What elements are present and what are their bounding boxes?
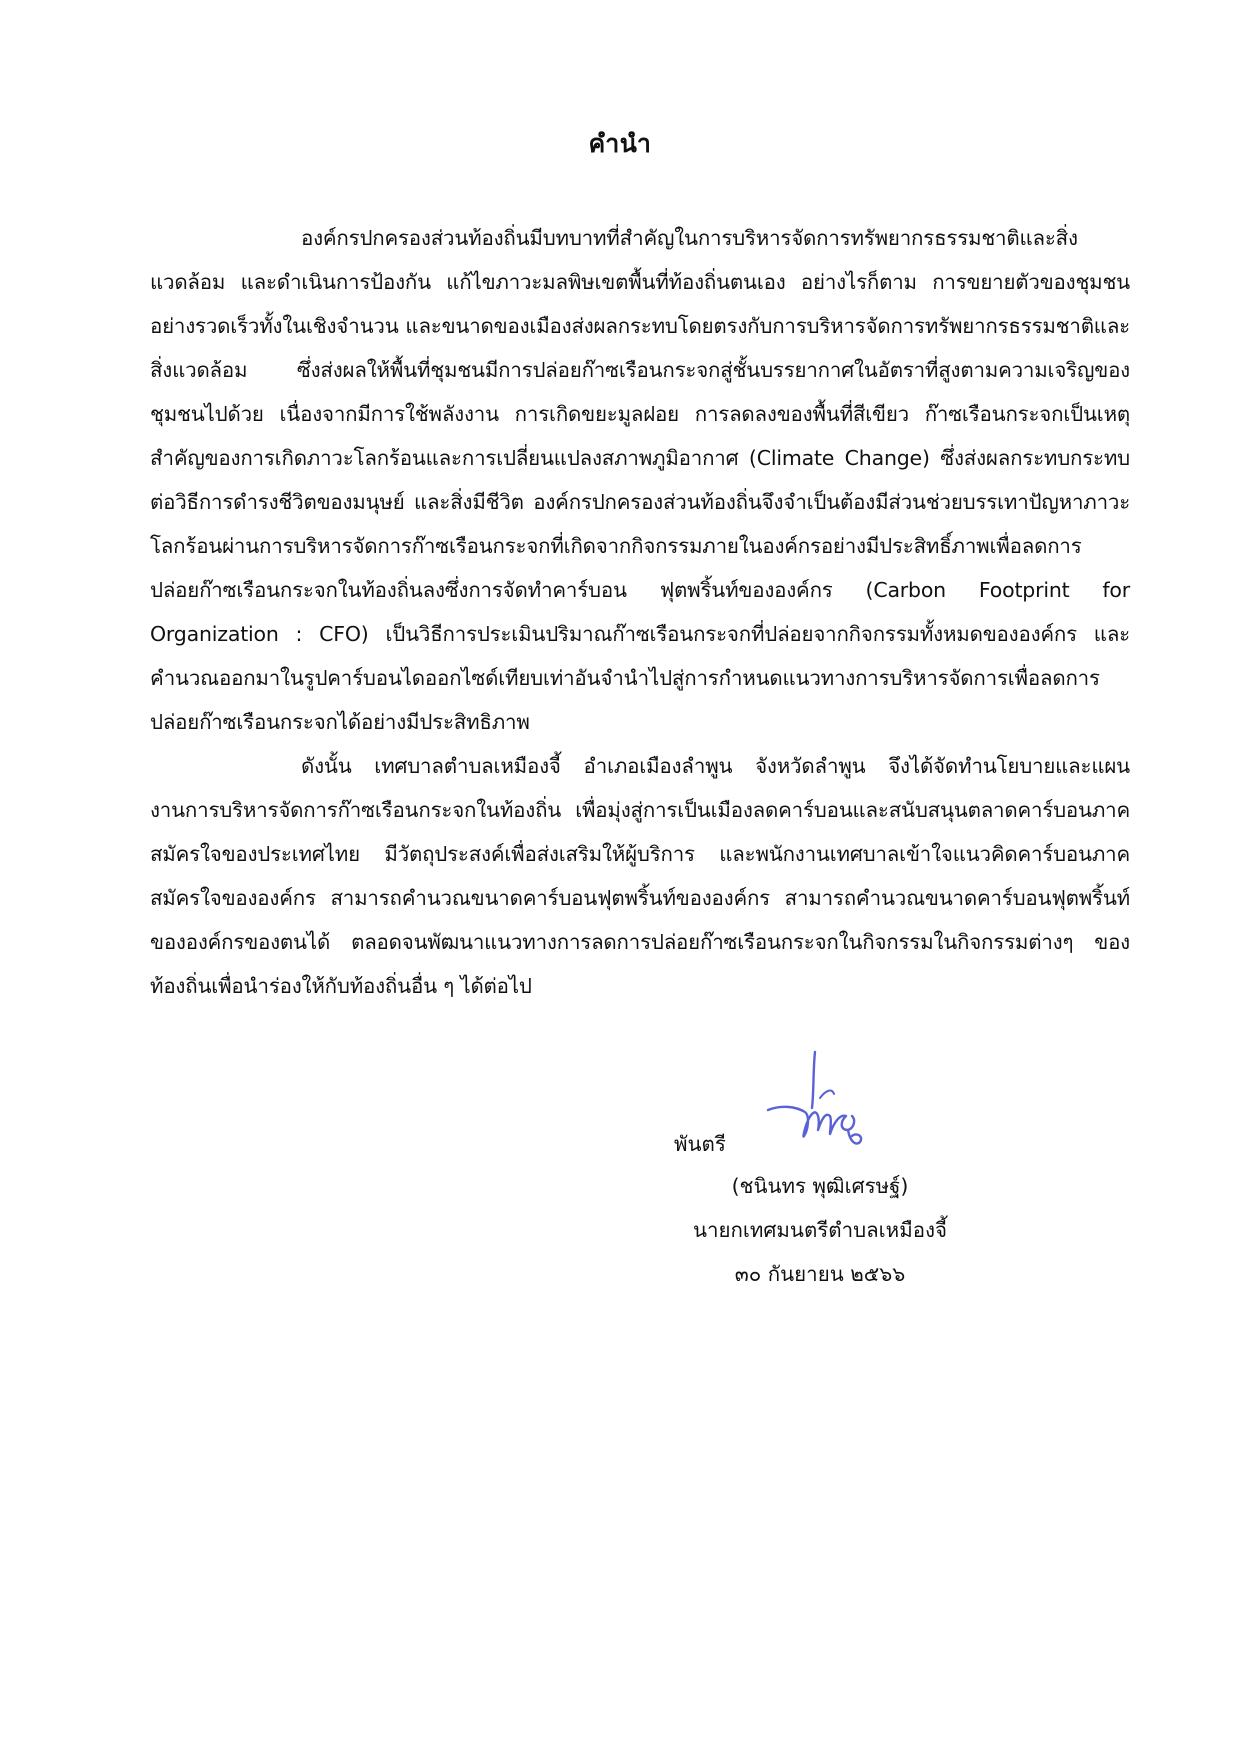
signature-block — [0, 1040, 1240, 1300]
signer-position: นายกเทศมนตรีตำบลเหมืองจี้ — [692, 1218, 948, 1242]
paragraph-1: องค์กรปกครองส่วนท้องถิ่นมีบทบาทที่สำคัญในการบริหารจัดการทรัพยากรธรรมชาติและสิ่งแวดล้อม และดำเนินการป้องกัน แก้ไขภาวะมลพิษเขตพื้นที่ท้องถิ่นตนเอง อย่างไรก็ตาม การขยายตัวของชุมชนอย่างรวดเร็วทั้งในเชิงจำนวน และขนาดของเมืองส่งผลกระทบโดยตรงกับการบริหารจัดการทรัพยากรธรรมชาติและสิ่งแวดล้อม ซึ่งส่งผลให้พื้นที่ชุมชนมีการปล่อยก๊าซเรือนกระจกสู่ชั้นบรรยากาศในอัตราที่สูงตามความเจริญของชุมชนไปด้วย เนื่องจากมีการใช้พลังงาน การเกิดขยะมูลฝอย การลดลงของพื้นที่สีเขียว ก๊าซเรือนกระจกเป็นเหตุสำคัญของการเกิดภาวะโลกร้อนและการเปลี่ยนแปลงสภาพภูมิอากาศ (Climate Change) ซึ่งส่งผลกระทบกระทบต่อวิธีการดำรงชีวิตของมนุษย์ และสิ่งมีชีวิต องค์กรปกครองส่วนท้องถิ่นจึงจำเป็นต้องมีส่วนช่วยบรรเทาปัญหาภาวะโลกร้อนผ่านการบริหารจัดการก๊าซเรือนกระจกที่เกิดจากกิจกรรมภายในองค์กรอย่างมีประสิทธิ์ภาพเพื่อลดการปล่อยก๊าซเรือนกระจกในท้องถิ่นลงซึ่งการจัดทำคาร์บอน ฟุตพริ้นท์ขององค์กร (Carbon Footprint for Organization : CFO) เป็นวิธีการประเมินปริมาณก๊าซเรือนกระจกที่ปล่อยจากกิจกรรมทั้งหมดขององค์กร และคำนวณออกมาในรูปคาร์บอนไดออกไซด์เทียบเท่าอันจำนำไปสู่การกำหนดแนวทางการบริหารจัดการเพื่อลดการปล่อยก๊าซเรือนกระจกได้อย่างมีประสิทธิภาพ — [150, 226, 1130, 734]
paragraph-2: ดังนั้น เทศบาลตำบลเหมืองจี้ อำเภอเมืองลำพูน จังหวัดลำพูน จึงได้จัดทำนโยบายและแผนงานการบริหารจัดการก๊าซเรือนกระจกในท้องถิ่น เพื่อมุ่งสู่การเป็นเมืองลดคาร์บอนและสนับสนุนตลาดคาร์บอนภาคสมัครใจของประเทศไทย มีวัตถุประสงค์เพื่อส่งเสริมให้ผู้บริการ และพนักงานเทศบาลเข้าใจแนวคิดคาร์บอนภาคสมัครใจขององค์กร สามารถคำนวณขนาดคาร์บอนฟุตพริ้นท์ขององค์กร สามารถคำนวณขนาดคาร์บอนฟุตพริ้นท์ขององค์กรของตนได้ ตลอดจนพัฒนาแนวทางการลดการปล่อยก๊าซเรือนกระจกในกิจกรรมในกิจกรรมต่างๆ ของท้องถิ่นเพื่อนำร่องให้กับท้องถิ่นอื่น ๆ ได้ต่อไป — [150, 754, 1130, 998]
signed-date: ๓๐ กันยายน ๒๕๖๖ — [734, 1262, 906, 1286]
signer-details — [640, 1164, 1000, 1296]
signer-name: (ชนินทร พุฒิเศรษฐ์) — [731, 1174, 909, 1198]
signer-rank: พันตรี — [674, 1132, 726, 1156]
page-title: คำนำ — [588, 129, 652, 158]
handwritten-signature — [760, 1050, 880, 1170]
document-body — [150, 216, 1130, 1008]
